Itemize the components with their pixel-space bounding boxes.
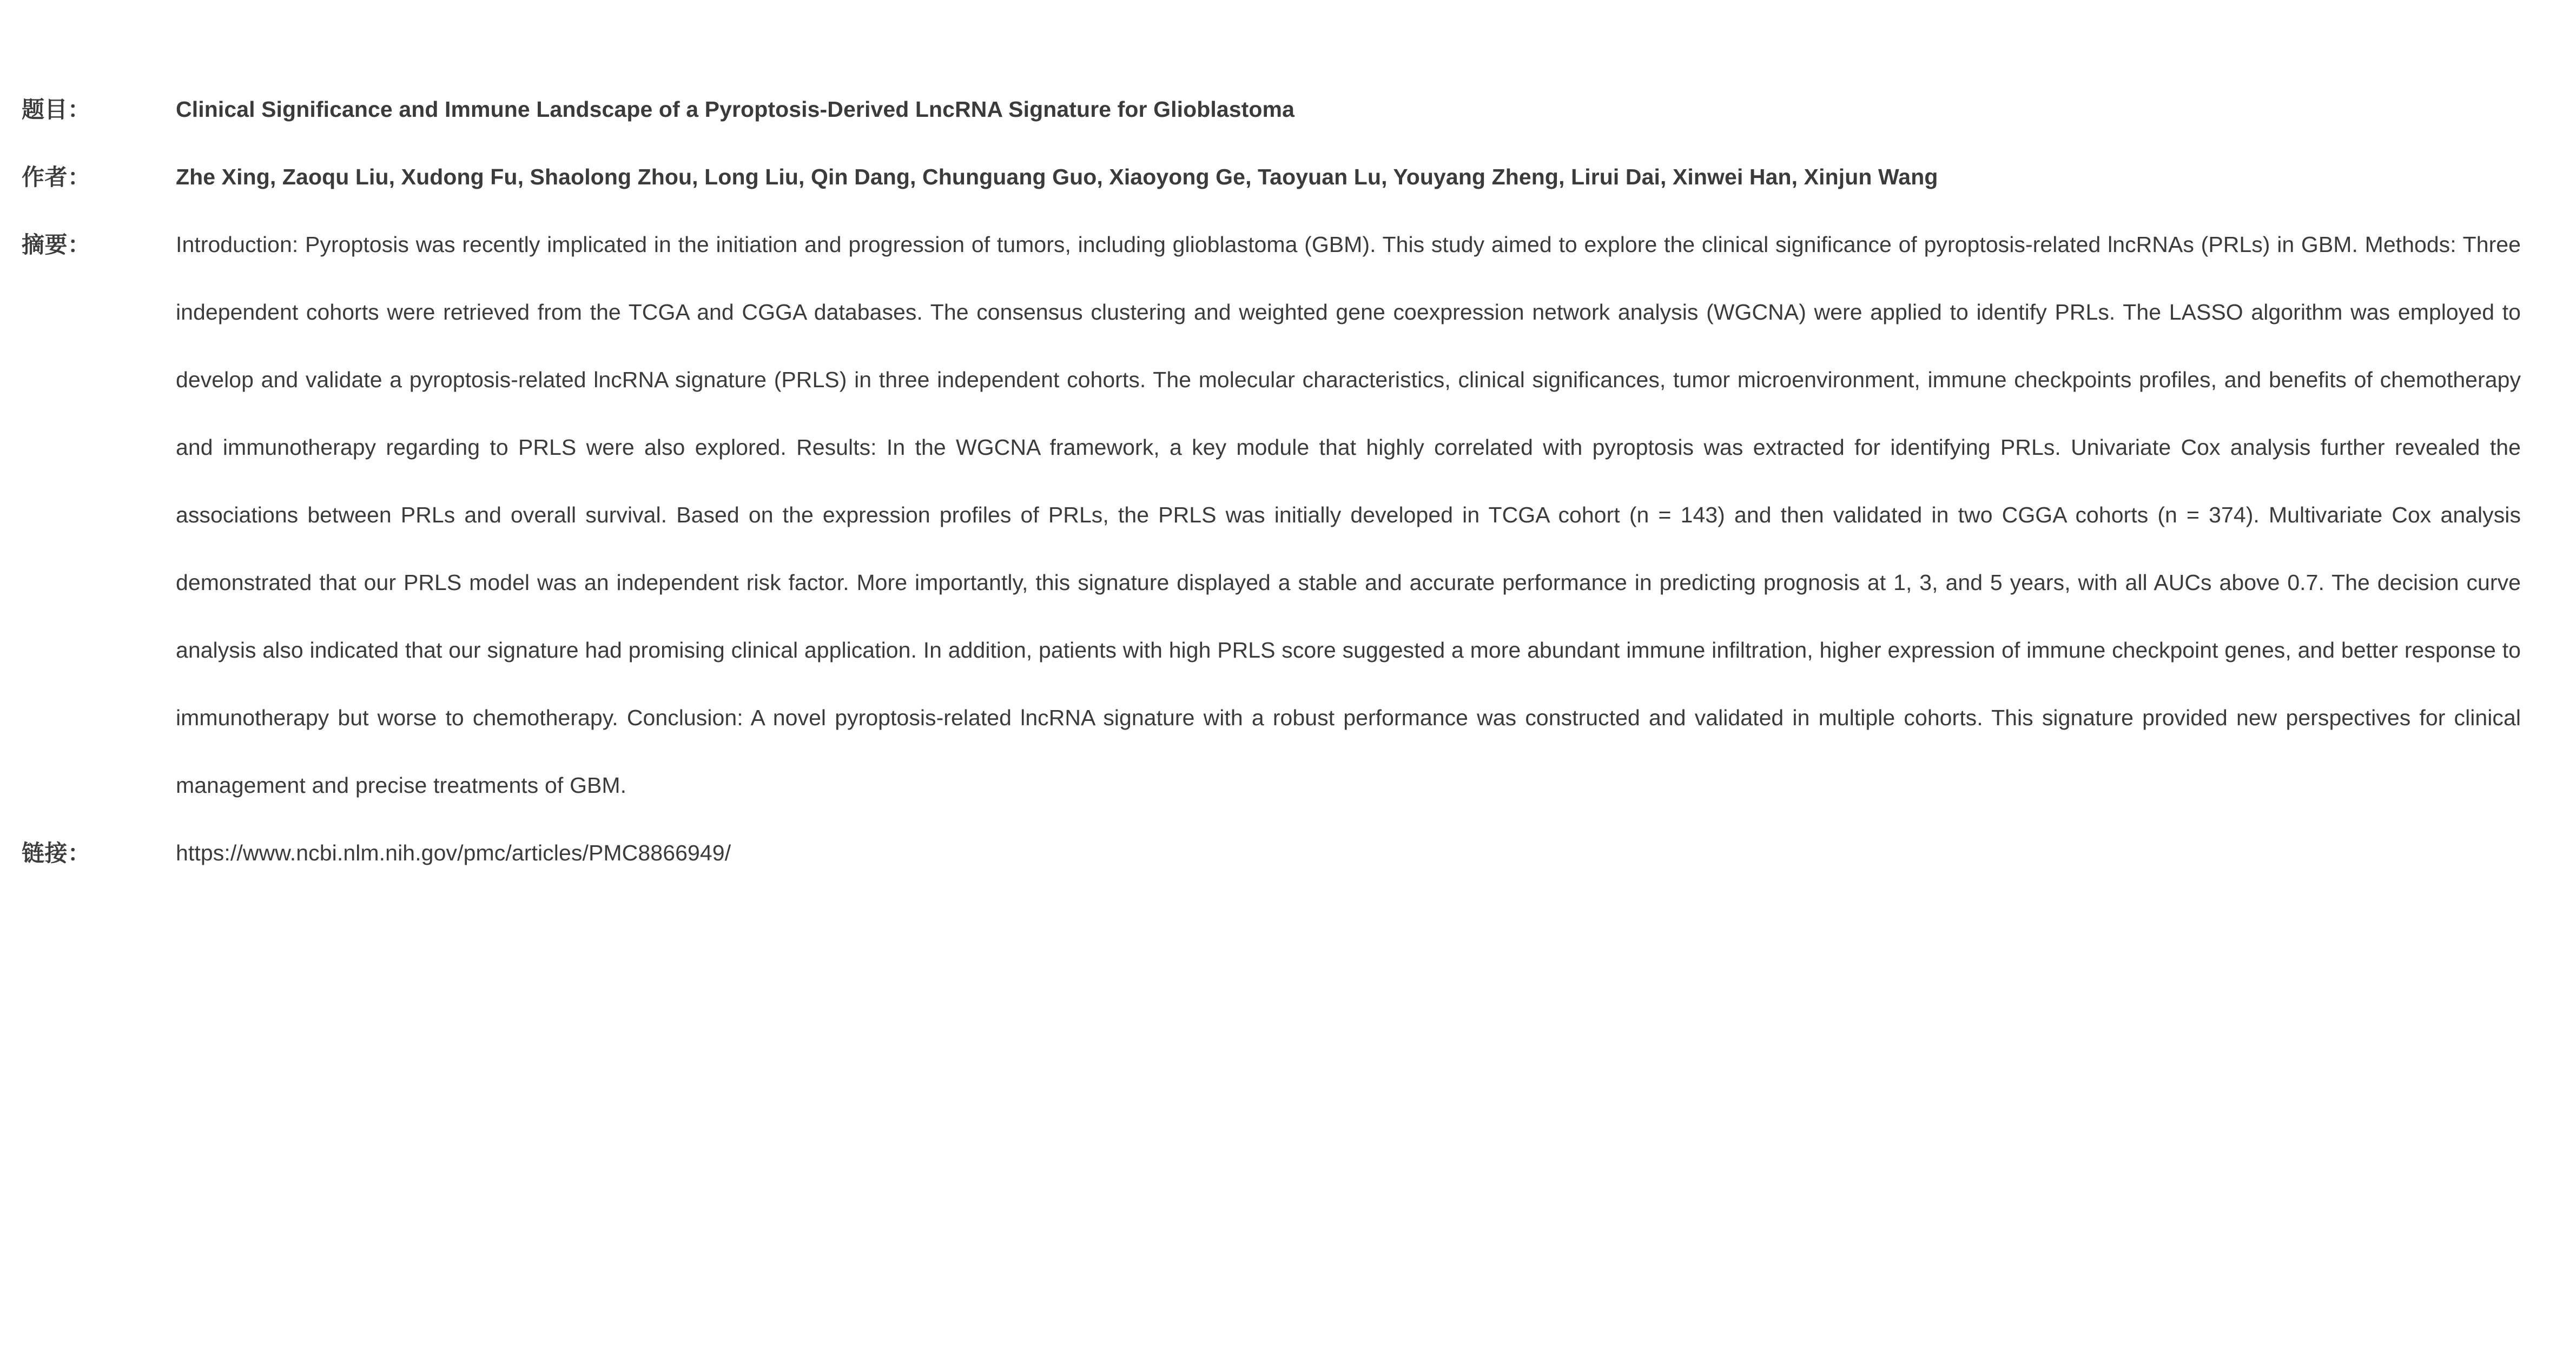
link-row bbox=[22, 819, 2521, 887]
title-row bbox=[22, 76, 2521, 143]
authors-label: 作者： bbox=[22, 164, 91, 190]
paper-authors: Zhe Xing, Zaoqu Liu, Xudong Fu, Shaolong Zhou, Long Liu, Qin Dang, Chunguang Guo, Xiaoyong Ge, Taoyuan Lu, Youyang Zheng, Lirui Dai, Xinwei Han, Xinjun Wang bbox=[176, 164, 1938, 189]
abstract-row bbox=[22, 211, 2521, 819]
paper-title: Clinical Significance and Immune Landscape of a Pyroptosis-Derived LncRNA Signature for Glioblastoma bbox=[176, 97, 1295, 122]
link-label: 链接： bbox=[22, 840, 91, 866]
title-label: 题目： bbox=[22, 97, 91, 122]
paper-link[interactable]: https://www.ncbi.nlm.nih.gov/pmc/articles/PMC8866949/ bbox=[176, 840, 731, 865]
authors-row bbox=[22, 143, 2521, 211]
abstract-label: 摘要： bbox=[22, 232, 91, 257]
paper-abstract: Introduction: Pyroptosis was recently implicated in the initiation and progression of tumors, including glioblastoma (GBM). This study aimed to explore the clinical significance of pyroptosis-related lncRNAs (PRLs) in GBM. Methods: Three independent cohorts were retrieved from the TCGA and CGGA databases. The consensus clustering and weighted gene coexpression network analysis (WGCNA) were applied to identify PRLs. The LASSO algorithm was employed to develop and validate a pyroptosis-related lncRNA signature (PRLS) in three independent cohorts. The molecular characteristics, clinical significances, tumor microenvironment, immune checkpoints profiles, and benefits of chemotherapy and immunotherapy regarding to PRLS were also explored. Results: In the WGCNA framework, a key module that highly correlated with pyroptosis was extracted for identifying PRLs. Univariate Cox analysis further revealed the associations between PRLs and overall survival. Based on the expression profiles of PRLs, the PRLS was initially developed in TCGA cohort (n = 143) and then validated in two CGGA cohorts (n = 374). Multivariate Cox analysis demonstrated that our PRLS model was an independent risk factor. More importantly, this signature displayed a stable and accurate performance in predicting prognosis at 1, 3, and 5 years, with all AUCs above 0.7. The decision curve analysis also indicated that our signature had promising clinical application. In addition, patients with high PRLS score suggested a more abundant immune infiltration, higher expression of immune checkpoint genes, and better response to immunotherapy but worse to chemotherapy. Conclusion: A novel pyroptosis-related lncRNA signature with a robust performance was constructed and validated in multiple cohorts. This signature provided new perspectives for clinical management and precise treatments of GBM. bbox=[176, 232, 2521, 798]
